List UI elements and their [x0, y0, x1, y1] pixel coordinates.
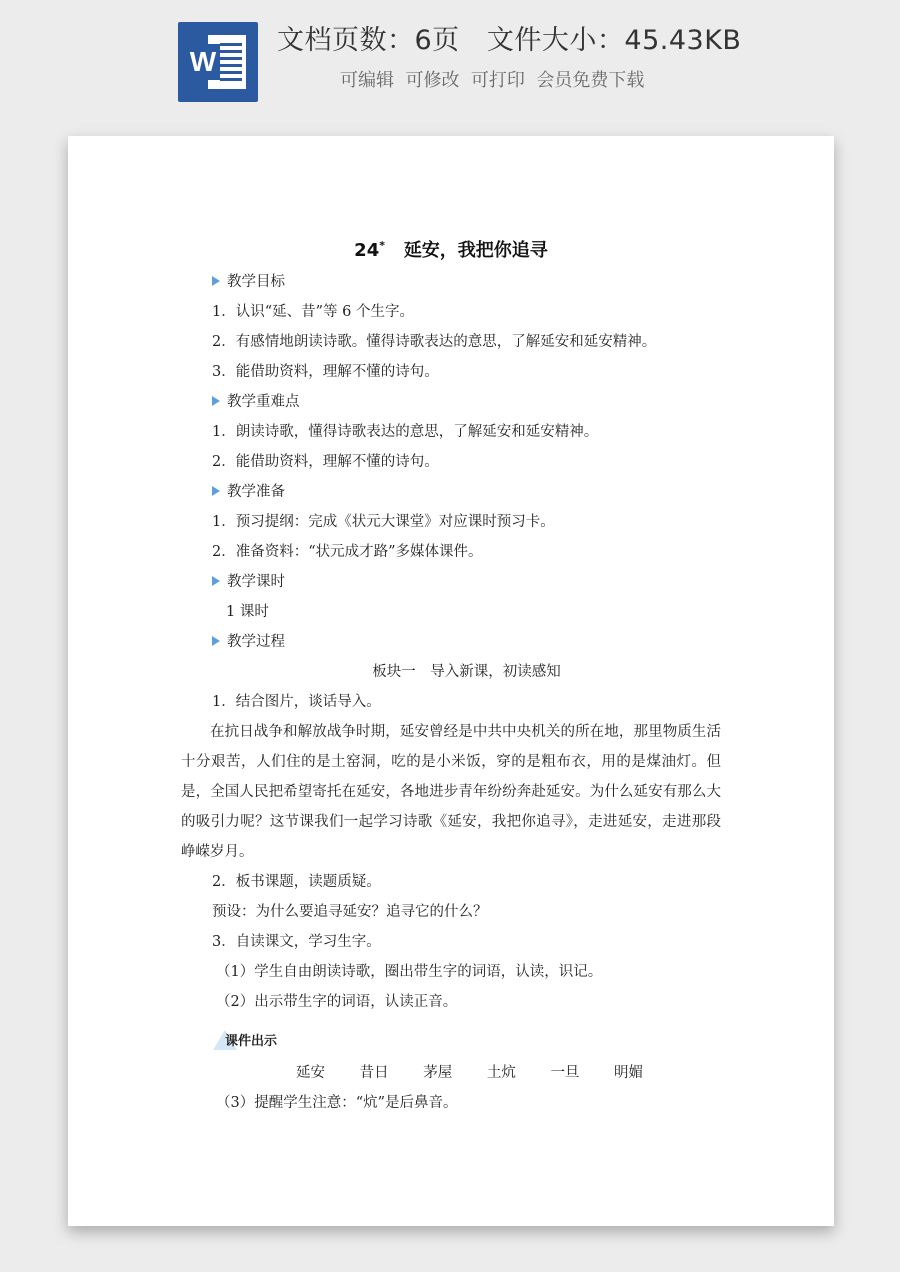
list-item: 1 课时	[226, 604, 269, 620]
vocab-word: 土炕	[486, 1065, 516, 1081]
triangle-bullet-icon	[212, 636, 220, 646]
list-item: 1．朗读诗歌，懂得诗歌表达的意思，了解延安和延安精神。	[212, 424, 599, 440]
block-title: 板块一 导入新课，初读感知	[372, 664, 561, 680]
step-line: 2．板书课题，读题质疑。	[212, 874, 381, 890]
section-heading: 教学过程	[212, 632, 285, 652]
title-text: 延安，我把你追寻	[403, 240, 548, 261]
header-banner	[0, 0, 900, 115]
sub-step-line: （2）出示带生字的词语，认读正音。	[216, 994, 458, 1010]
courseware-label: 课件出示	[213, 1026, 293, 1056]
vocab-word: 茅屋	[423, 1065, 453, 1081]
sub-step-line: （3）提醒学生注意：“炕”是后鼻音。	[216, 1095, 458, 1111]
triangle-bullet-icon	[212, 396, 220, 406]
list-item: 2．能借助资料，理解不懂的诗句。	[212, 454, 439, 470]
sub-step-line: （1）学生自由朗读诗歌，圈出带生字的词语，认读，识记。	[216, 964, 603, 980]
title-star: *	[379, 239, 385, 252]
vocab-word: 延安	[296, 1065, 325, 1081]
section-heading: 教学重难点	[212, 392, 300, 412]
step-line: 1．结合图片，谈话导入。	[212, 694, 381, 710]
title-number: 24	[354, 240, 380, 261]
word-icon-letter: W	[186, 44, 220, 80]
document-page	[68, 136, 834, 1226]
document-info-subtitle: 可编辑 可修改 可打印 会员免费下载	[340, 70, 645, 91]
section-heading: 教学准备	[212, 482, 285, 502]
section-heading: 教学目标	[212, 272, 285, 292]
triangle-bullet-icon	[212, 576, 220, 586]
section-heading: 教学课时	[212, 572, 285, 592]
vocab-word: 一旦	[550, 1065, 580, 1081]
vocab-word: 昔日	[359, 1065, 389, 1081]
intro-paragraph: 在抗日战争和解放战争时期，延安曾经是中共中央机关的所在地，那里物质生活十分艰苦，人们住的是土窑洞，吃的是小米饭，穿的是粗布衣，用的是煤油灯。但是，全国人民把希望寄托在延安，各地进步青年纷纷奔赴延安。为什么延安有那么大的吸引力呢？这节课我们一起学习诗歌《延安，我把你追寻》，走进延安，走进那段峥嵘岁月。	[181, 724, 721, 860]
document-title	[68, 236, 834, 262]
list-item: 1．预习提纲：完成《状元大课堂》对应课时预习卡。	[212, 514, 555, 530]
triangle-bullet-icon	[212, 486, 220, 496]
word-document-icon	[178, 22, 258, 102]
vocab-word: 明媚	[614, 1065, 644, 1081]
list-item: 2．有感情地朗读诗歌。懂得诗歌表达的意思，了解延安和延安精神。	[212, 334, 657, 350]
preset-line: 预设：为什么要追寻延安？追寻它的什么？	[212, 904, 488, 920]
list-item: 3．能借助资料，理解不懂的诗句。	[212, 364, 439, 380]
step-line: 3．自读课文，学习生字。	[212, 934, 381, 950]
triangle-bullet-icon	[212, 276, 220, 286]
list-item: 2．准备资料：“状元成才路”多媒体课件。	[212, 544, 483, 560]
list-item: 1．认识“延、昔”等 6 个生字。	[212, 304, 414, 320]
vocabulary-row	[296, 1063, 673, 1083]
document-info-title: 文档页数：6页 文件大小：45.43KB	[277, 25, 742, 56]
